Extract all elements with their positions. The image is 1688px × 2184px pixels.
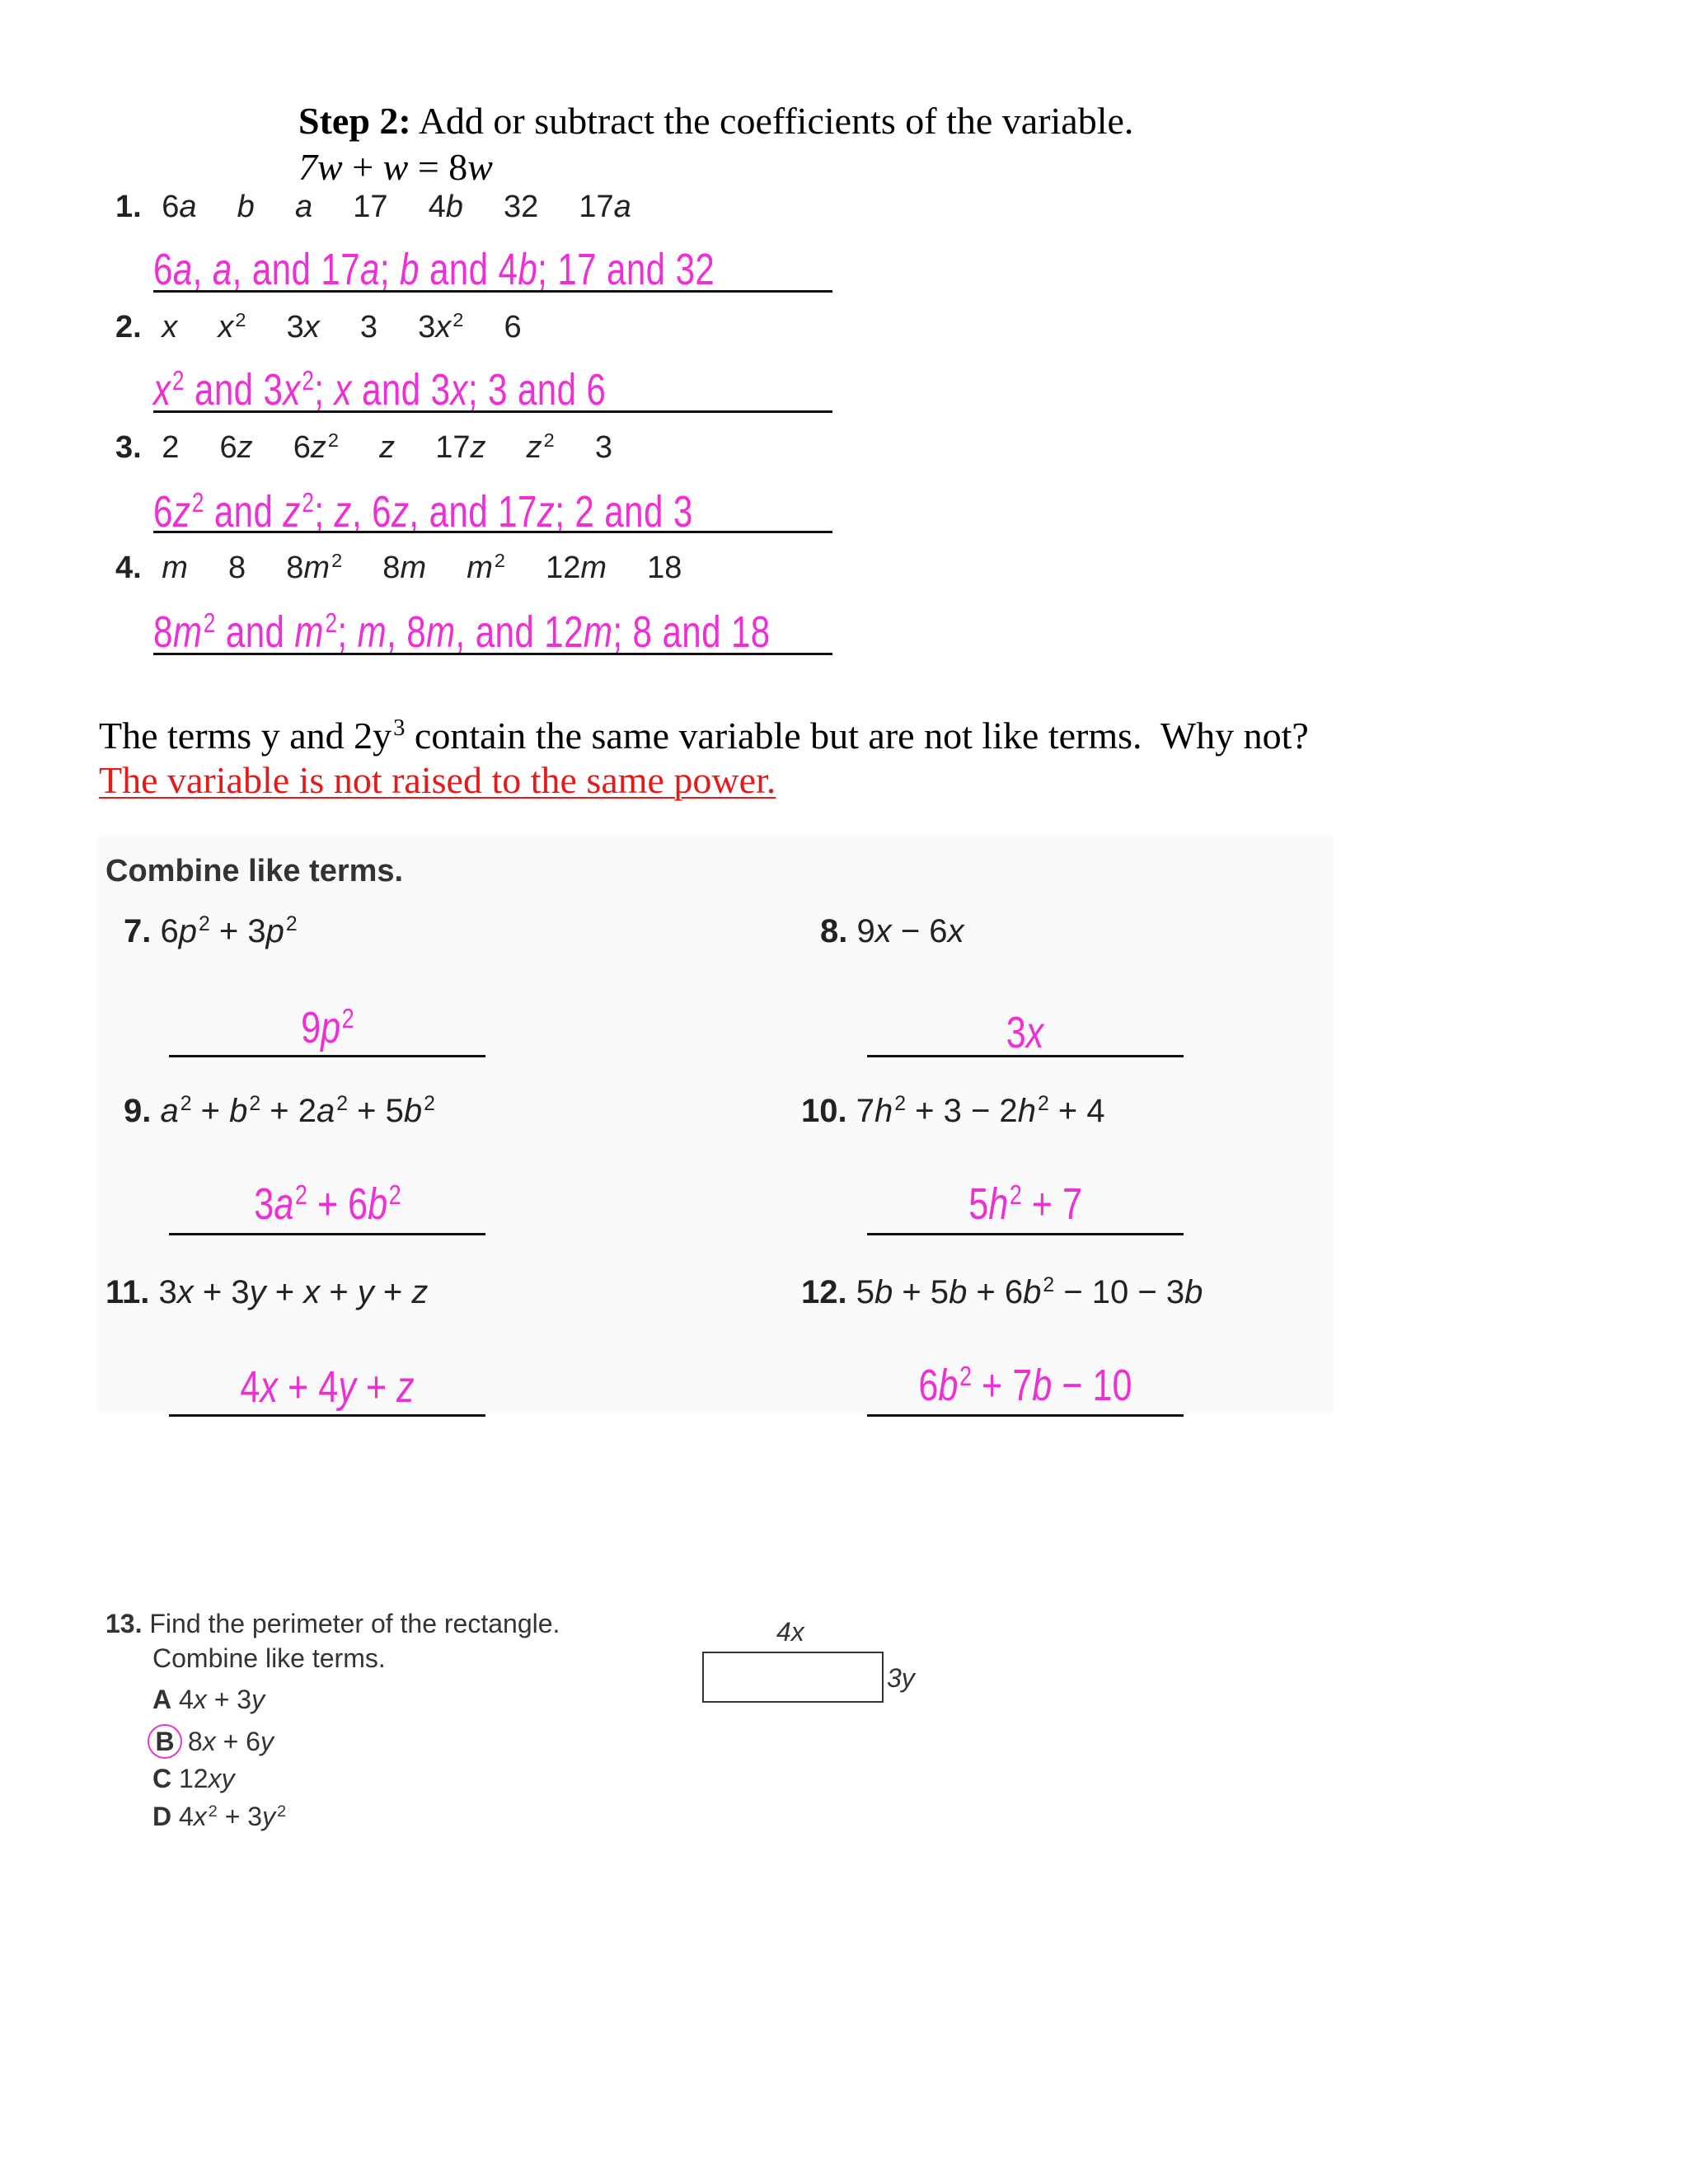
answer-line bbox=[169, 1414, 485, 1417]
answer-line bbox=[153, 531, 832, 533]
rectangle-figure bbox=[702, 1652, 884, 1703]
option-b-circle: B bbox=[148, 1724, 182, 1759]
problem-1-terms: 1. 6a b a 17 4b 32 17a bbox=[115, 190, 631, 224]
problem-8-expression: 8. 9x − 6x bbox=[820, 913, 964, 949]
problem-12-answer: $6b^2 + 7b - 10$ bbox=[918, 1361, 1132, 1410]
answer-line bbox=[169, 1233, 485, 1235]
problem-7-expression: 7. $6p^2 + 3p^2$ bbox=[124, 913, 298, 949]
answer-line bbox=[153, 410, 832, 413]
problem-11-expression: 11. 3x + 3y + x + y + z bbox=[106, 1274, 429, 1310]
rectangle-height-label: 3y bbox=[887, 1663, 915, 1693]
rectangle-width-label: 4x bbox=[776, 1617, 804, 1647]
like-terms-question: The terms y and $2y^3$ contain the same variable but are not like terms. Why not? bbox=[99, 715, 1309, 757]
problem-13-subprompt: Combine like terms. bbox=[152, 1643, 386, 1673]
problem-3-answer: $6z^2$ and $z^2$; z, 6z, and 17z; 2 and 3 bbox=[153, 487, 693, 537]
step-example: 7w + w = 8w bbox=[298, 146, 493, 188]
problem-8-answer: 3x bbox=[1006, 1008, 1044, 1057]
problem-12-expression: 12. $5b + 5b + 6b^2 - 10 - 3b$ bbox=[801, 1274, 1203, 1310]
answer-line bbox=[867, 1414, 1184, 1417]
problem-11-answer: 4x + 4y + z bbox=[240, 1362, 415, 1412]
problem-7-answer: $9p^2$ bbox=[300, 1003, 354, 1052]
problem-4-answer: $8m^2$ and $m^2$; m, 8m, and 12m; 8 and 18 bbox=[153, 607, 771, 657]
step-label: Step 2: bbox=[298, 100, 411, 142]
problem-4-terms: 4. m 8 $8m^2$ 8m $m^2$ 12m 18 bbox=[115, 550, 682, 585]
problem-9-answer: $3a^2 + 6b^2$ bbox=[253, 1179, 401, 1229]
problem-2-terms: 2. x $x^2$ 3x 3 $3x^2$ 6 bbox=[115, 309, 522, 344]
option-a: A 4x + 3y bbox=[152, 1685, 265, 1714]
problem-10-expression: 10. $7h^2 + 3 - 2h^2 + 4$ bbox=[801, 1093, 1105, 1129]
answer-line bbox=[867, 1233, 1184, 1235]
step-heading bbox=[298, 99, 1133, 143]
option-c: C 12xy bbox=[152, 1764, 235, 1793]
answer-line bbox=[153, 653, 832, 655]
problem-9-expression: 9. $a^2 + b^2 + 2a^2 + 5b^2$ bbox=[124, 1093, 435, 1129]
problem-1-answer: 6a, a, and 17a; b and 4b; 17 and 32 bbox=[153, 245, 715, 294]
problem-2-answer: $x^2$ and $3x^2$; x and 3x; 3 and 6 bbox=[153, 365, 607, 415]
step-text: Add or subtract the coefficients of the variable. bbox=[410, 100, 1134, 142]
option-d: D 4x $^2$ + 3y $^2$ bbox=[152, 1802, 287, 1831]
combine-heading: Combine like terms. bbox=[106, 854, 404, 888]
problem-13-prompt: 13. Find the perimeter of the rectangle. bbox=[106, 1609, 560, 1638]
option-b: B 8x + 6y bbox=[152, 1724, 274, 1759]
answer-line bbox=[153, 290, 832, 293]
problem-10-answer: $5h^2 + 7$ bbox=[968, 1179, 1082, 1229]
problem-3-terms: 3. 2 6z $6z^2$ z 17z $z^2$ 3 bbox=[115, 429, 613, 465]
answer-line bbox=[867, 1055, 1184, 1057]
answer-line bbox=[169, 1055, 485, 1057]
like-terms-answer: The variable is not raised to the same power. bbox=[99, 759, 776, 801]
